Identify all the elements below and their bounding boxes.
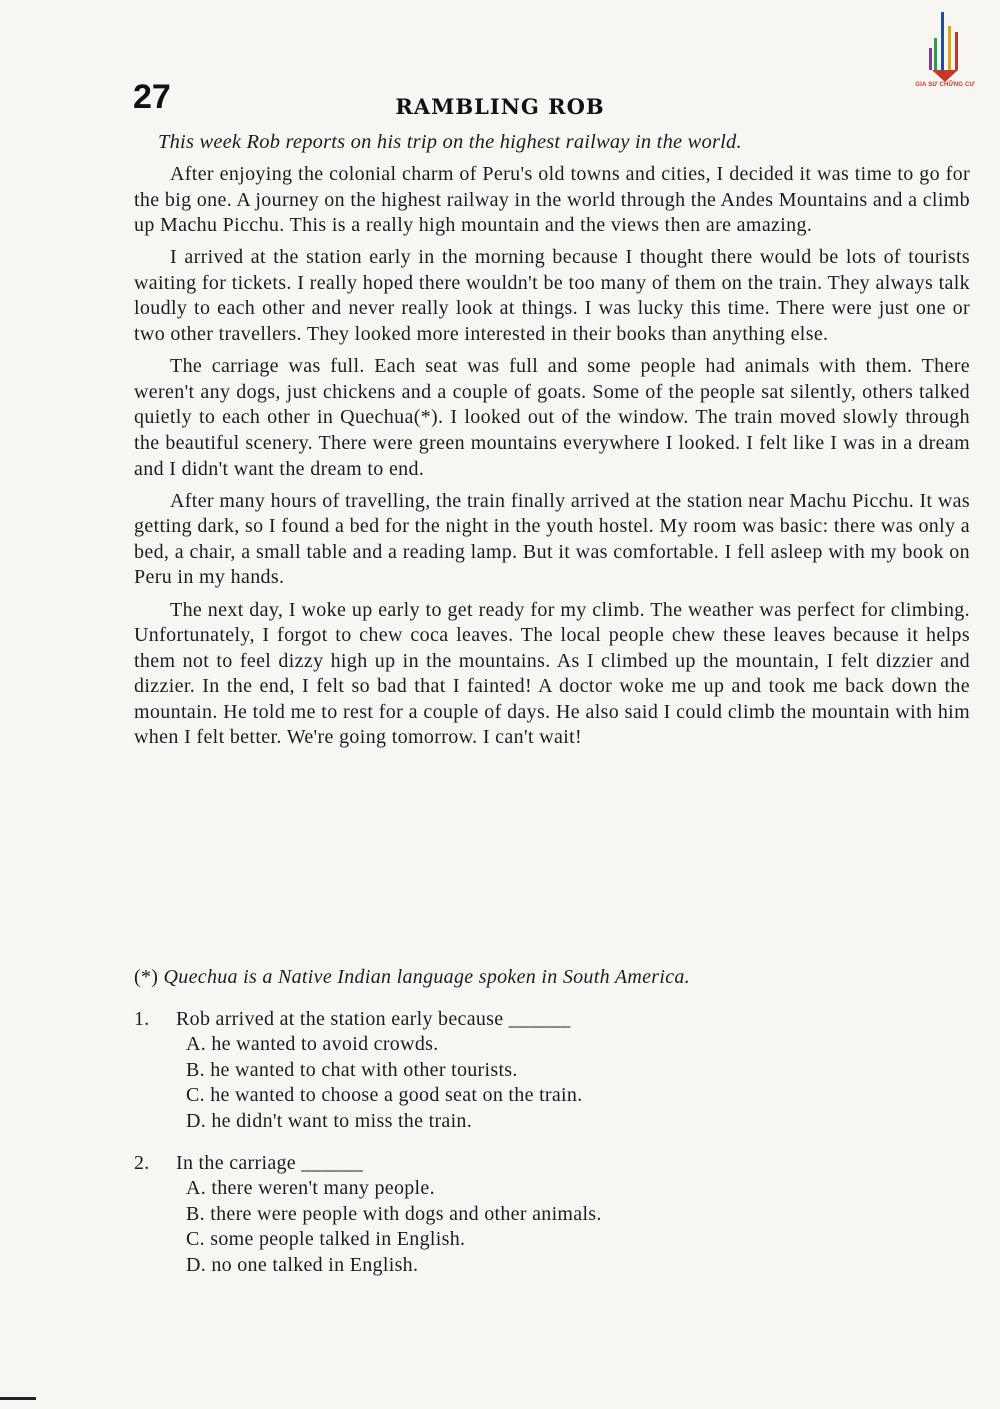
answer-options	[134, 1176, 974, 1278]
question-stem	[134, 1150, 974, 1176]
answer-option-d[interactable]: D. no one talked in English.	[186, 1253, 419, 1276]
answer-option-b[interactable]: B. there were people with dogs and other animals.	[186, 1202, 602, 1225]
paragraph: After enjoying the colonial charm of Peru's old towns and cities, I decided it was time to go for the big one. A journey on the highest railway in the world through the Andes Mountains and a climb up Machu Picchu. This is a really high mountain and the views then are amazing.	[134, 163, 970, 237]
footnote-mark: (*)	[134, 966, 159, 988]
pencil-bars-logo-icon	[928, 12, 962, 82]
answer-option-a[interactable]: A. there weren't many people.	[186, 1177, 435, 1199]
paragraph: After many hours of travelling, the train finally arrived at the station near Machu Picchu. It was getting dark, so I found a bed for the night in the youth hostel. My room was basic: there was only a bed, a chair, a small table and a reading lamp. But it was comfortable. I fell asleep with my book on Peru in my hands.	[134, 489, 970, 589]
question-number: 2.	[134, 1152, 150, 1174]
question-2	[134, 1150, 974, 1278]
paragraph: I arrived at the station early in the morning because I thought there would be lots of tourists waiting for tickets. I really hoped there wouldn't be too many of them on the train. They always talk loudly to each other and never really look at things. I was lucky this time. There were just one or two other travellers. They looked more interested in their books than anything else.	[134, 246, 970, 346]
page-title: RAMBLING ROB	[395, 94, 605, 119]
answer-option-c[interactable]: C. some people talked in English.	[186, 1228, 466, 1250]
answer-option-b[interactable]: B. he wanted to chat with other tourists.	[186, 1058, 518, 1081]
answer-options	[134, 1032, 974, 1134]
logo-text: GIA SƯ CHỮNG CƯ	[915, 82, 975, 88]
paragraph: The carriage was full. Each seat was full and some people had animals with them. There weren't any dogs, just chickens and a couple of goats. Some of the people sat silently, others talked quietly to each other in Quechua(*). I looked out of the window. The train moved slowly through the beautiful scenery. There were green mountains everywhere I looked. I felt like I was in a dream and I didn't want the dream to end.	[134, 355, 970, 480]
logo	[905, 12, 985, 102]
question-text: In the carriage ______	[176, 1152, 364, 1174]
question-number: 1.	[134, 1008, 150, 1030]
question-stem	[134, 1006, 974, 1032]
footnote-text: Quechua is a Native Indian language spoken in South America.	[163, 966, 690, 988]
scan-edge-mark	[0, 1397, 36, 1400]
question-1	[134, 1006, 974, 1134]
reading-passage	[134, 162, 970, 758]
subtitle: This week Rob reports on his trip on the highest railway in the world.	[158, 131, 742, 153]
footnote	[134, 966, 690, 989]
question-text: Rob arrived at the station early because ______	[176, 1008, 571, 1030]
paragraph: The next day, I woke up early to get ready for my climb. The weather was perfect for climbing. Unfortunately, I forgot to chew coca leaves. The local people chew these leaves because it helps them not to feel dizzy high up in the mountains. As I climbed up the mountain, I felt dizzier and dizzier. In the end, I felt so bad that I fainted! A doctor woke me up and took me back down the mountain. He told me to rest for a couple of days. He also said I could climb the mountain with him when I felt better. We're going tomorrow. I can't wait!	[134, 598, 970, 749]
unit-number: 27	[133, 78, 171, 116]
answer-option-d[interactable]: D. he didn't want to miss the train.	[186, 1109, 473, 1132]
answer-option-a[interactable]: A. he wanted to avoid crowds.	[186, 1033, 439, 1055]
answer-option-c[interactable]: C. he wanted to choose a good seat on the train.	[186, 1084, 583, 1106]
